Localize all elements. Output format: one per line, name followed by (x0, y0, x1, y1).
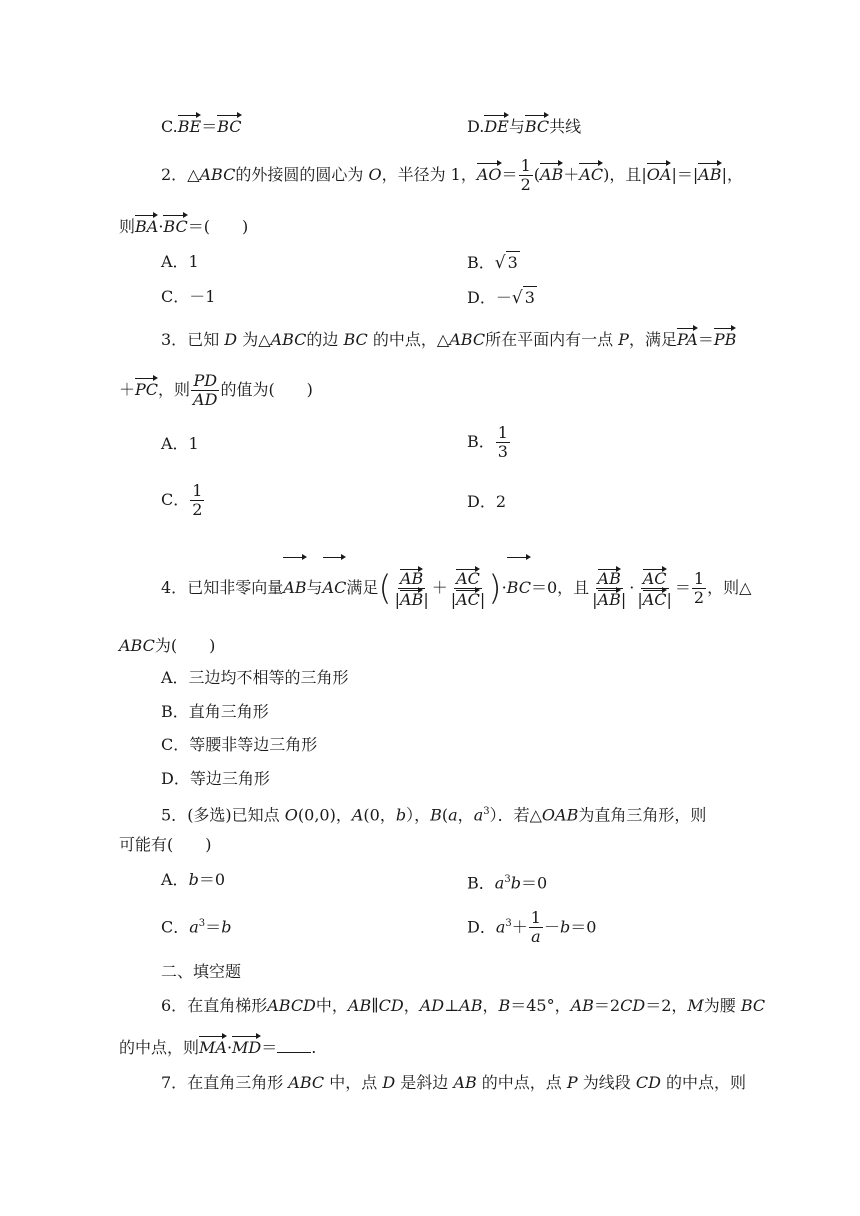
q5-option-b: B．$a^3b=0$ (467, 873, 548, 893)
q5-stem-line2: 可能有( ) (119, 835, 212, 854)
section-heading: 二、填空题 (161, 962, 242, 981)
q4-stem: 4．已知非零向量AB与AC满足( $\frac{AB}{|AB|}$ ＋ $\frac{AC}{|AC|}$ )·BC＝0，且 $\frac{AB}{|AB|}$ · $\frac{AC}{|AC|}$ ＝ $\frac{1}{2}$ ，则△ (161, 556, 751, 619)
q5-option-c: C．$a^3=b$ (161, 917, 232, 937)
q4-option-d: D．等边三角形 (161, 769, 270, 788)
q4-option-a: A．三边均不相等的三角形 (161, 668, 349, 687)
q4-option-b: B．直角三角形 (161, 702, 269, 721)
q2-option-c: C．－1 (161, 287, 216, 306)
q4-option-c: C．等腰非等边三角形 (161, 735, 318, 754)
q3-option-d: D．2 (467, 492, 507, 511)
q1-option-d: D.DE与BC共线 (467, 114, 581, 138)
q3-stem-line2: ＋PC，则 $\frac{PD}{AD}$ 的值为( ) (119, 371, 313, 409)
q3-option-a: A．1 (161, 434, 199, 453)
q2-option-b: B．√ 3 (467, 253, 518, 273)
answer-blank[interactable] (277, 1036, 311, 1053)
q3-option-c: C． $\frac{1}{2}$ (161, 481, 203, 519)
q7-stem: 7．在直角三角形 ABC 中，点 D 是斜边 AB 的中点，点 P 为线段 CD 的中点，则 (161, 1073, 747, 1092)
q2-stem: 2．△ABC的外接圆的圆心为 O，半径为 1，AO＝ $\frac{1}{2}$ (AB＋AC)，且|OA|＝|AB|， (161, 156, 743, 194)
fraction-half: $\frac{1}{2}$ (520, 156, 531, 194)
q1-option-c: C.BE＝BC (161, 114, 242, 138)
q5-stem: 5．(多选)已知点 O(0,0)，A(0，b），B(a，$a^3$）．若△OAB为直角三角形，则 (161, 805, 707, 825)
q6-stem-line2: 的中点，则MA·MD＝ . (119, 1035, 316, 1059)
q6-stem: 6．在直角梯形ABCD中，AB∥CD，AD⊥AB，B＝45°，AB＝2CD＝2，M为腰 BC (161, 996, 766, 1015)
q2-option-d: D．－√ 3 (467, 288, 535, 308)
q3-option-b: B． $\frac{1}{3}$ (467, 423, 508, 461)
q2-option-a: A．1 (161, 252, 199, 271)
q5-option-a: A．b＝0 (161, 870, 225, 889)
q2-stem-line2: 则BA·BC＝( ) (119, 214, 248, 238)
q5-option-d: D．$a^3+$ $\frac{1}{a}$ －b＝0 (467, 908, 597, 947)
q3-stem: 3．已知 D 为△ABC的边 BC 的中点，△ABC所在平面内有一点 P，满足PA＝PB (161, 327, 736, 351)
q4-stem-line2: ABC为( ) (119, 636, 216, 655)
